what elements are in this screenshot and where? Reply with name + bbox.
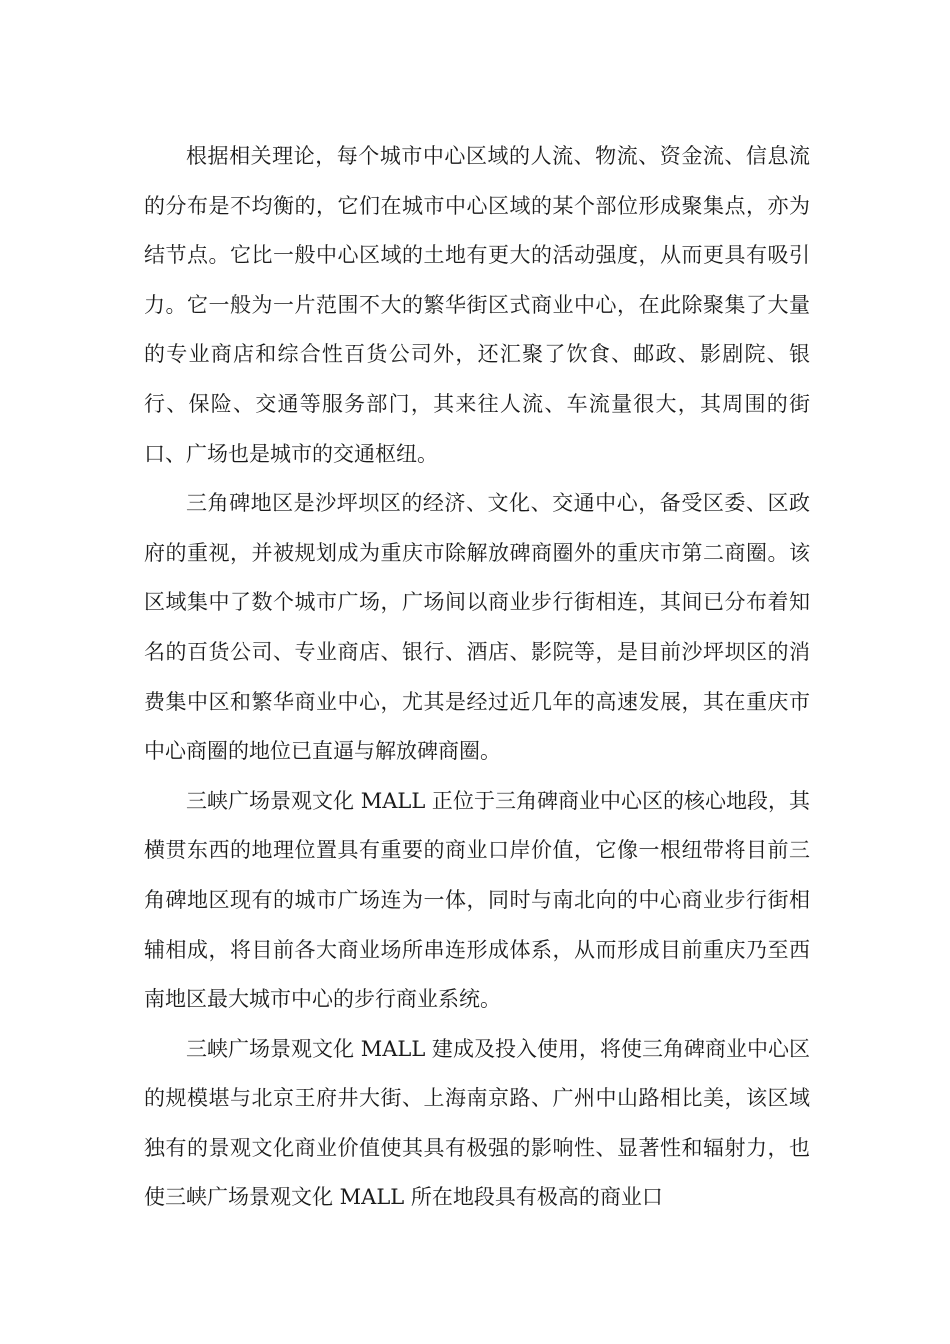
paragraph-city-center-theory: 根据相关理论，每个城市中心区域的人流、物流、资金流、信息流的分布是不均衡的，它们在城市中心区域的某个部位形成聚集点，亦为结节点。它比一般中心区域的土地有更大的活动强度，从而更具有吸引力。它一般为一片范围不大的繁华街区式商业中心，在此除聚集了大量的专业商店和综合性百货公司外，还汇聚了饮食、邮政、影剧院、银行、保险、交通等服务部门，其来往人流、车流量很大，其周围的街口、广场也是城市的交通枢纽。: [144, 144, 810, 466]
paragraph-mall-location: 三峡广场景观文化 MALL 正位于三角碑商业中心区的核心地段，其横贯东西的地理位置具有重要的商业口岸价值，它像一根纽带将目前三角碑地区现有的城市广场连为一体，同时与南北向的中心商业步行街相辅相成，将目前各大商业场所串连形成体系，从而形成目前重庆乃至西南地区最大城市中心的步行商业系统。: [144, 788, 810, 1012]
paragraph-mall-impact: 三峡广场景观文化 MALL 建成及投入使用，将使三角碑商业中心区的规模堪与北京王府井大街、上海南京路、广州中山路相比美，该区域独有的景观文化商业价值使其具有极强的影响性、显著性和辐射力，也使三峡广场景观文化 MALL 所在地段具有极高的商业口: [144, 1036, 810, 1210]
document-body: [144, 132, 810, 1223]
paragraph-sanjiaobei-district: 三角碑地区是沙坪坝区的经济、文化、交通中心，备受区委、区政府的重视，并被规划成为重庆市除解放碑商圈外的重庆市第二商圈。该区域集中了数个城市广场，广场间以商业步行街相连，其间已分布着知名的百货公司、专业商店、银行、酒店、影院等，是目前沙坪坝区的消费集中区和繁华商业中心，尤其是经过近几年的高速发展，其在重庆市中心商圈的地位已直逼与解放碑商圈。: [144, 491, 810, 764]
